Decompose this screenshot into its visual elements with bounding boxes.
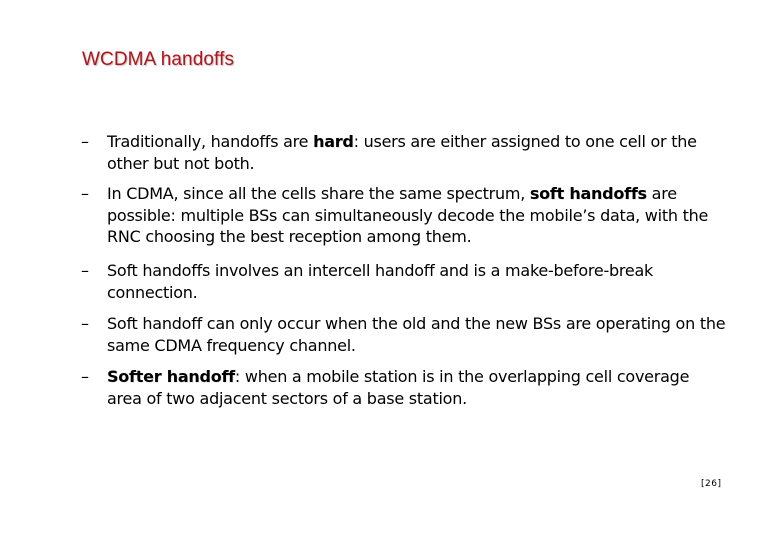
- bullet-marker: –: [81, 367, 89, 386]
- bullet-emphasis: hard: [313, 132, 354, 151]
- bullet-marker: –: [81, 314, 89, 333]
- page-number: [26]: [701, 479, 722, 489]
- bullet-emphasis: Softer handoff: [107, 367, 235, 386]
- bullet-text-part: Soft handoffs involves an intercell handoff and is a make-before-break connection.: [107, 261, 654, 302]
- bullet-text: [107, 313, 727, 356]
- bullet-text-part: In CDMA, since all the cells share the same spectrum,: [107, 184, 530, 203]
- bullet-text-part: : when a mobile station is in the overlapping cell coverage area of two adjacent sectors of a base station.: [107, 367, 690, 408]
- bullet-text: [107, 131, 727, 174]
- bullet-marker: –: [81, 184, 89, 203]
- bullet-text-part: are possible: multiple BSs can simultaneously decode the mobile’s data, with the RNC choosing the best reception among them.: [107, 184, 709, 246]
- bullet-text: [107, 260, 727, 303]
- bullet-text: [107, 183, 727, 248]
- bullet-text-part: Traditionally, handoffs are: [107, 132, 314, 151]
- bullet-text-part: : users are either assigned to one cell or the other but not both.: [107, 132, 697, 173]
- bullet-text-part: Soft handoff can only occur when the old and the new BSs are operating on the same CDMA frequency channel.: [107, 314, 726, 355]
- bullet-text: [107, 366, 727, 409]
- bullet-emphasis: soft handoffs: [529, 184, 647, 203]
- slide-title: WCDMA handoffs: [82, 49, 235, 70]
- bullet-marker: –: [81, 261, 89, 280]
- bullet-marker: –: [81, 132, 89, 151]
